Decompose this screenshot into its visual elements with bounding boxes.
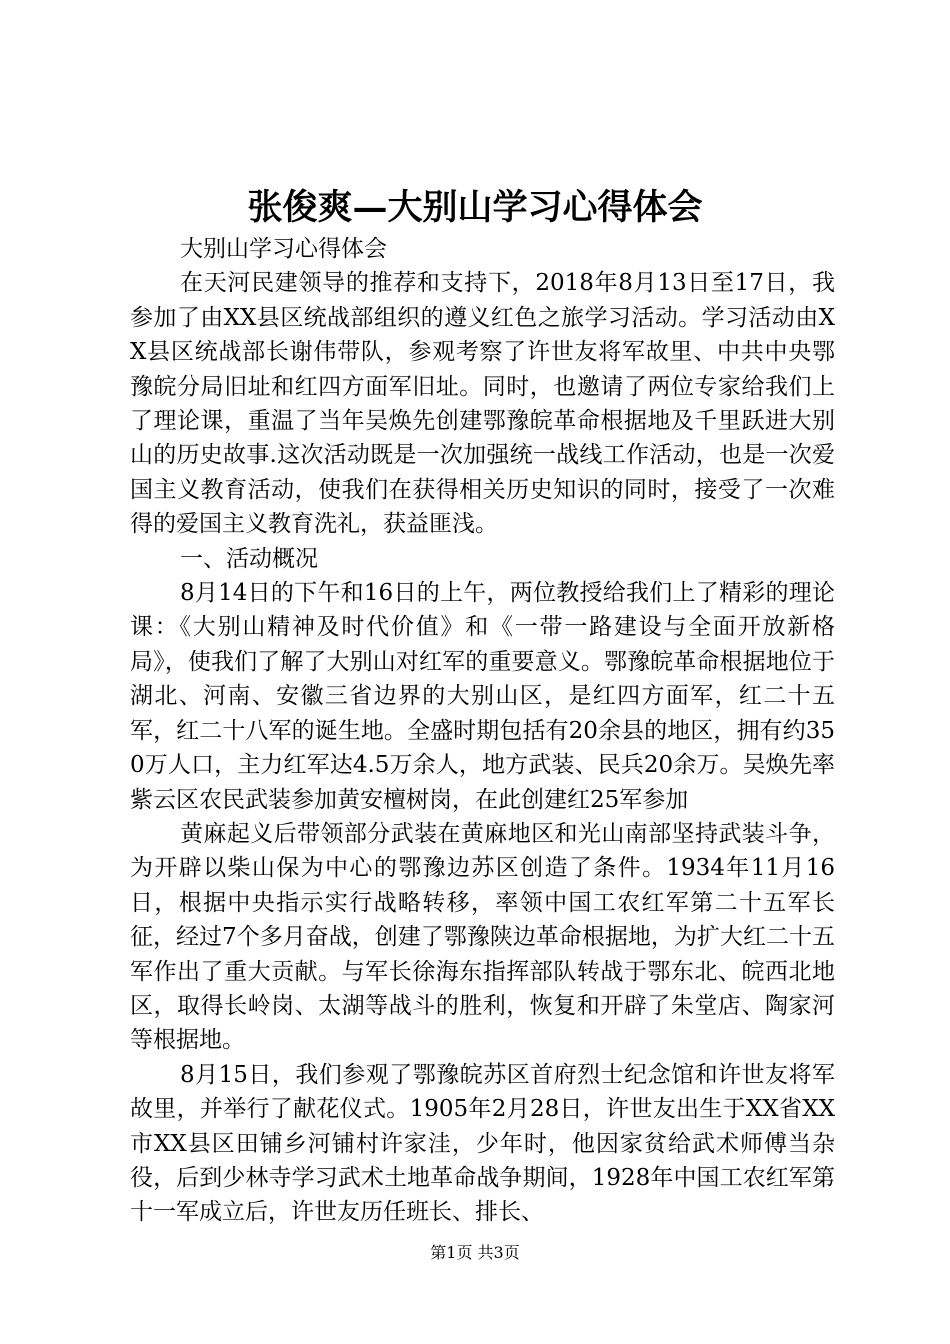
paragraph-lectures: 8月14日的下午和16日的上午，两位教授给我们上了精彩的理论课：《大别山精神及时代价值》和《一带一路建设与全面开放新格局》，使我们了解了大别山对红军的重要意义。鄂豫皖革命根据地位于湖北、河南、安徽三省边界的大别山区，是红四方面军，红二十五军，红二十八军的诞生地。全盛时期包括有20余县的地区，拥有约350万人口，主力红军达4.5万余人，地方武装、民兵20余万。吴焕先率紫云区农民武装参加黄安檀树岗，在此创建红25军参加 [130, 580, 835, 813]
paragraph-subtitle: 大别山学习心得体会 [180, 236, 387, 262]
document-body [130, 232, 835, 1230]
section-heading-activity-overview: 一、活动概况 [180, 545, 318, 572]
paragraph-huangma-uprising: 黄麻起义后带领部分武装在黄麻地区和光山南部坚持武装斗争，为开辟以柴山保为中心的鄂豫边苏区创造了条件。1934年11月16日，根据中央指示实行战略转移，率领中国工农红军第二十五军长征，经过7个多月奋战，创建了鄂豫陕边革命根据地，为扩大红二十五军作出了重大贡献。与军长徐海东指挥部队转战于鄂东北、皖西北地区，取得长岭岗、太湖等战斗的胜利，恢复和开辟了朱堂店、陶家河等根据地。 [130, 820, 835, 1054]
document-title: 张俊爽—大别山学习心得体会 [247, 187, 703, 228]
page-footer: 第1页 共3页 [430, 1243, 520, 1262]
paragraph-memorial-visit: 8月15日，我们参观了鄂豫皖苏区首府烈士纪念馆和许世友将军故里，并举行了献花仪式。1905年2月28日，许世友出生于XX省XX市XX县区田铺乡河铺村许家洼，少年时，他因家贫给武术师傅当杂役，后到少林寺学习武术土地革命战争期间，1928年中国工农红军第十一军成立后，许世友历任班长、排长、 [130, 1061, 835, 1226]
paragraph-intro: 在天河民建领导的推荐和支持下，2018年8月13日至17日，我参加了由XX县区统战部组织的遵义红色之旅学习活动。学习活动由XX县区统战部长谢伟带队，参观考察了许世友将军故里、中共中央鄂豫皖分局旧址和红四方面军旧址。同时，也邀请了两位专家给我们上了理论课，重温了当年吴焕先创建鄂豫皖革命根据地及千里跃进大别山的历史故事.这次活动既是一次加强统一战线工作活动，也是一次爱国主义教育活动，使我们在获得相关历史知识的同时，接受了一次难得的爱国主义教育洗礼，获益匪浅。 [130, 270, 835, 538]
